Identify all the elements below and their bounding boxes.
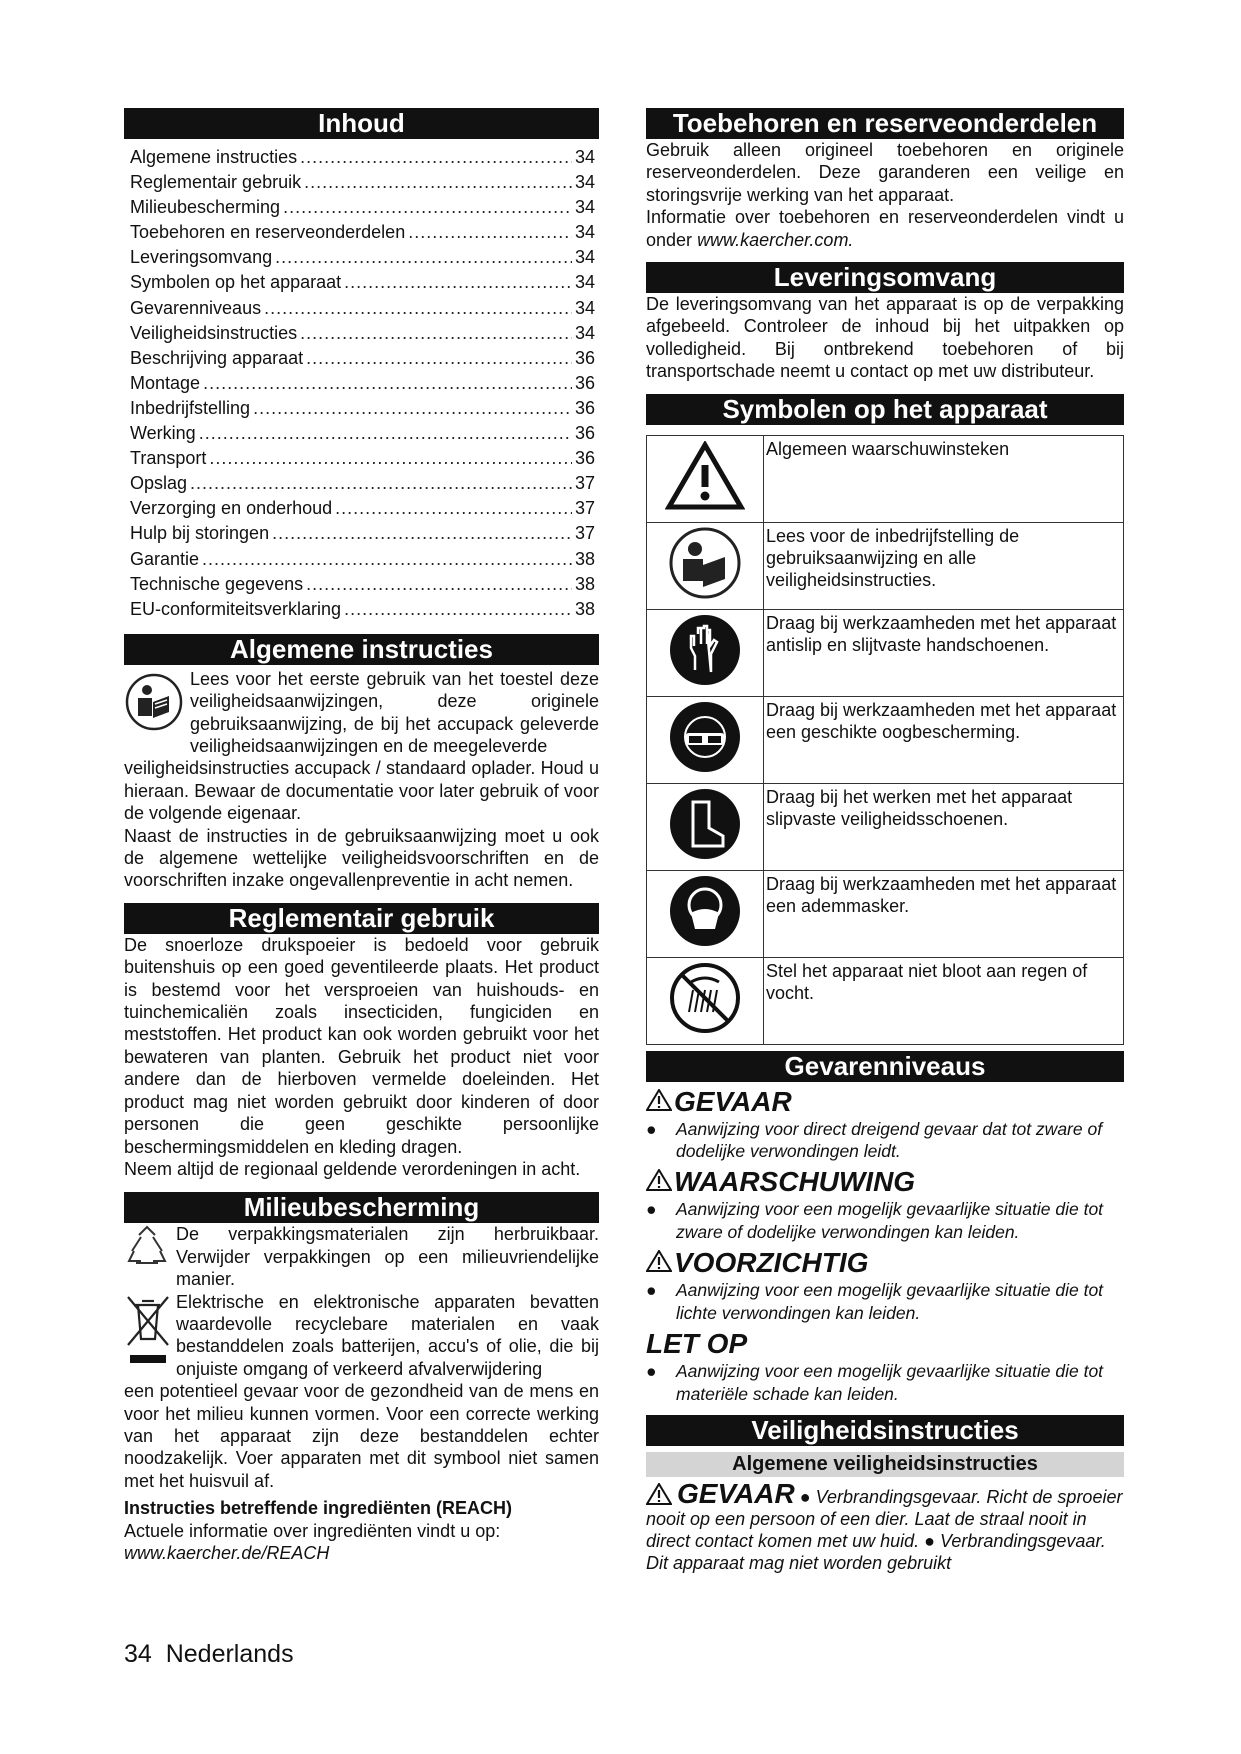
toc-dot-leader	[272, 521, 572, 546]
warning-triangle-icon	[646, 1166, 674, 1198]
toc-entry-label: Hulp bij storingen	[130, 523, 270, 544]
toc-entry-page: 36	[574, 372, 595, 393]
symbol-row	[647, 522, 1124, 609]
toc-entry[interactable]	[130, 346, 595, 371]
gloves-icon	[647, 609, 764, 696]
toc-entry-page: 36	[574, 448, 595, 469]
symbol-row	[647, 696, 1124, 783]
toc-entry[interactable]	[130, 521, 595, 546]
intended-use-text: De snoerloze drukspoeier is bedoeld voor gebruik buitenshuis op een goed geventileerde plaats. Het product is bestemd voor het versproeien van huishouds- en tuinchemicaliën zoals insecticiden, fungiciden en meststoffen. Het product kan ook worden gebruikt voor het bewateren van planten. Gebruik het product niet voor andere dan de hierboven vermelde doeleinden. Het product mag niet worden gebruikt door kinderen of door personen die geen geschikte persoonlijke beschermingsmiddelen en kleding dragen.	[124, 934, 599, 1157]
hazard-level	[646, 1247, 1124, 1324]
toc-entry-label: Montage	[130, 372, 201, 393]
hazard-level-title	[646, 1086, 1124, 1118]
toc-entry-page: 37	[574, 498, 595, 519]
hazard-level-text: Aanwijzing voor een mogelijk gevaarlijke situatie die tot zware of dodelijke verwondingen kan leiden.	[676, 1199, 1104, 1242]
toc-entry[interactable]	[130, 270, 595, 295]
intended-use-heading: Reglementair gebruik	[124, 903, 599, 934]
hazard-level-text: Aanwijzing voor een mogelijk gevaarlijke situatie die tot materiële schade kan leiden.	[676, 1361, 1104, 1404]
hazard-level-description	[646, 1198, 1124, 1243]
toc-entry[interactable]	[130, 170, 595, 195]
toc-entry-page: 36	[574, 397, 595, 418]
read-manual-icon	[647, 522, 764, 609]
toc-entry-label: Algemene instructies	[130, 147, 298, 167]
symbol-description: Algemeen waarschuwinsteken	[764, 435, 1124, 522]
symbol-description: Stel het apparaat niet bloot aan regen of vocht.	[764, 957, 1124, 1044]
toc-dot-leader	[275, 245, 572, 270]
toc-entry[interactable]	[130, 597, 595, 622]
bullet-icon: ●	[646, 1280, 657, 1301]
toc-dot-leader	[344, 597, 572, 622]
general-instructions-text-2: Naast de instructies in de gebruiksaanwijzing moet u ook de algemene wettelijke veiligheidsvoorschriften en de voorschriften inzake ongevallenpreventie in acht nemen.	[124, 825, 599, 891]
toc-entry[interactable]	[130, 396, 595, 421]
right-column	[646, 108, 1124, 1574]
symbols-table	[646, 435, 1124, 1045]
hazard-level	[646, 1086, 1124, 1163]
toc-entry-label: Opslag	[130, 473, 188, 494]
recycle-icon	[124, 1223, 176, 1289]
toc-dot-leader	[203, 371, 572, 396]
general-instructions-text: Lees voor het eerste gebruik van het toestel deze veiligheidsaanwijzingen, deze originele gebruiksaanwijzing, de bij het accupack geleverde veiligheidsaanwijzingen en de meegeleverde	[190, 668, 599, 756]
warning-triangle-icon	[646, 1247, 674, 1279]
toc-entry[interactable]	[130, 245, 595, 270]
scope-text: De leveringsomvang van het apparaat is op de verpakking afgebeeld. Controleer de inhoud bij het uitpakken op volledigheid. Bij ontbrekend toebehoren of bij transportschade neemt u contact op met uw distributeur.	[646, 294, 1124, 382]
respirator-icon	[647, 870, 764, 957]
footer-language: Nederlands	[165, 1640, 294, 1668]
safety-danger-paragraph	[646, 1477, 1124, 1574]
hazard-level-label: VOORZICHTIG	[674, 1247, 869, 1279]
toc-dot-leader	[264, 296, 572, 321]
weee-text-continued: een potentieel gevaar voor de gezondheid van de mens en voor het milieu kunnen vormen. Voor een correcte werking van het apparaat zijn deze bestanddelen echter noodzakelijk. Voer apparaten met dit symbool niet samen met het huisvuil af.	[124, 1381, 599, 1491]
hazard-level-label: GEVAAR	[674, 1085, 792, 1117]
reach-heading: Instructies betreffende ingrediënten (REACH)	[124, 1498, 513, 1519]
symbols-heading: Symbolen op het apparaat	[646, 394, 1124, 425]
symbol-row	[647, 435, 1124, 522]
intended-use-text-2: Neem altijd de regionaal geldende verordeningen in acht.	[124, 1158, 581, 1179]
toc-entry-label: Veiligheidsinstructies	[130, 322, 298, 343]
toc-entry[interactable]	[130, 220, 595, 245]
hazard-level-text: Aanwijzing voor een mogelijk gevaarlijke situatie die tot lichte verwondingen kan leiden.	[676, 1280, 1104, 1323]
toc-dot-leader	[408, 220, 572, 245]
symbol-row	[647, 957, 1124, 1044]
toc-dot-leader	[335, 496, 572, 521]
safety-subheading: Algemene veiligheidsinstructies	[646, 1452, 1124, 1477]
warning-triangle-icon	[646, 1086, 674, 1118]
toc-entry-label: Beschrijving apparaat	[130, 347, 304, 368]
page-number: 34	[124, 1640, 152, 1668]
hazard-level-description	[646, 1279, 1124, 1324]
read-manual-icon	[124, 668, 190, 748]
crossed-bin-icon	[124, 1291, 176, 1379]
bullet-icon: ●	[646, 1361, 657, 1382]
hazard-level	[646, 1328, 1124, 1405]
toc-entry[interactable]	[130, 321, 595, 346]
toc-entry-page: 36	[574, 347, 595, 368]
toc-entry-label: Transport	[130, 448, 207, 469]
hazard-level-text: Aanwijzing voor direct dreigend gevaar dat tot zware of dodelijke verwondingen leidt.	[676, 1118, 1103, 1162]
accessories-text-2	[646, 206, 1124, 251]
scope-heading: Leveringsomvang	[646, 262, 1124, 293]
symbol-description: Draag bij het werken met het apparaat slipvaste veiligheidsschoenen.	[764, 783, 1124, 870]
toc-entry[interactable]	[130, 421, 595, 446]
weee-text: Elektrische en elektronische apparaten bevatten waardevolle recyclebare materialen en vaak bestanddelen zoals batterijen, accu's of olie, die bij onjuiste omgang of verkeerd afvalverwijdering	[176, 1291, 599, 1379]
symbol-row	[647, 609, 1124, 696]
toc-entry-label: EU-conformiteitsverklaring	[130, 598, 342, 619]
accessories-text: Gebruik alleen origineel toebehoren en originele reserveonderdelen. Deze garanderen een veilige en storingsvrije werking van het apparaat.	[646, 140, 1124, 205]
toc-entry[interactable]	[130, 446, 595, 471]
toc-entry[interactable]	[130, 145, 595, 170]
toc-dot-leader	[304, 170, 572, 195]
general-instructions-text-continued: veiligheidsinstructies accupack / standaard oplader. Houd u hieraan. Bewaar de documentatie voor later gebruik of voor de volgende eigenaar.	[124, 758, 599, 824]
toc-entry-label: Garantie	[130, 548, 200, 569]
toc-entry-page: 38	[574, 598, 595, 619]
toc-entry[interactable]	[130, 195, 595, 220]
toc-entry-page: 34	[574, 322, 595, 343]
toc-entry[interactable]	[130, 371, 595, 396]
hazard-level-title	[646, 1247, 1124, 1279]
toc-entry-label: Werking	[130, 423, 196, 444]
bullet-icon: ●	[646, 1199, 657, 1220]
accessories-link[interactable]: www.kaercher.com.	[697, 229, 854, 250]
symbol-description: Lees voor de inbedrijfstelling de gebruiksaanwijzing en alle veiligheidsinstructies.	[764, 522, 1124, 609]
accessories-heading: Toebehoren en reserveonderdelen	[646, 108, 1124, 139]
toc-entry-label: Inbedrijfstelling	[130, 397, 251, 418]
table-of-contents	[130, 145, 595, 622]
toc-dot-leader	[199, 421, 572, 446]
toc-entry-page: 34	[574, 197, 595, 218]
toc-entry-page: 34	[574, 247, 595, 268]
symbol-description: Draag bij werkzaamheden met het apparaat een geschikte oogbescherming.	[764, 696, 1124, 783]
hazard-level-label: LET OP	[646, 1328, 748, 1360]
recycle-text: De verpakkingsmaterialen zijn herbruikbaar. Verwijder verpakkingen op een milieuvriendelijke manier.	[176, 1224, 599, 1290]
hazard-level-label: WAARSCHUWING	[674, 1166, 916, 1198]
reach-text: Actuele informatie over ingrediënten vindt u op:	[124, 1520, 501, 1541]
symbol-row	[647, 870, 1124, 957]
toc-entry-page: 38	[574, 573, 595, 594]
safety-danger-label: GEVAAR	[677, 1477, 795, 1509]
toc-dot-leader	[344, 270, 572, 295]
goggles-icon	[647, 696, 764, 783]
hazard-level-title	[646, 1166, 1124, 1198]
toc-entry-label: Symbolen op het apparaat	[130, 272, 342, 293]
bullet-icon: ●	[646, 1118, 657, 1139]
toc-entry-label: Verzorging en onderhoud	[130, 498, 333, 519]
toc-entry-page: 38	[574, 548, 595, 569]
toc-entry-page: 34	[574, 297, 595, 318]
hazard-level-description	[646, 1118, 1124, 1163]
hazard-level-title	[646, 1328, 1124, 1360]
toc-entry[interactable]	[130, 496, 595, 521]
weee-block	[124, 1291, 599, 1381]
toc-entry[interactable]	[130, 572, 595, 597]
warning-triangle-icon	[647, 435, 764, 522]
toc-entry-label: Leveringsomvang	[130, 247, 273, 268]
toc-entry-page: 37	[574, 523, 595, 544]
accessories-text-2-label: Informatie over toebehoren en reserveonderdelen vindt u onder	[646, 207, 1124, 250]
toc-entry-page: 36	[574, 423, 595, 444]
environment-heading: Milieubescherming	[124, 1192, 599, 1223]
safety-heading: Veiligheidsinstructies	[646, 1415, 1124, 1446]
toc-entry-page: 37	[574, 473, 595, 494]
toc-entry-label: Technische gegevens	[130, 573, 304, 594]
toc-dot-leader	[253, 396, 572, 421]
toc-dot-leader	[306, 346, 572, 371]
symbol-description: Draag bij werkzaamheden met het apparaat een ademmasker.	[764, 870, 1124, 957]
toc-entry-label: Toebehoren en reserveonderdelen	[130, 222, 406, 243]
toc-entry-page: 34	[574, 172, 595, 193]
toc-dot-leader	[209, 446, 572, 471]
toc-entry-page: 34	[574, 222, 595, 243]
toc-dot-leader	[306, 572, 572, 597]
safety-danger-text: ● Verbrandingsgevaar. Richt de sproeier nooit op een persoon of een dier. Laat de straal nooit in direct contact komen met uw huid. ● Verbrandingsgevaar. Dit apparaat mag niet worden gebruikt	[646, 1486, 1123, 1573]
general-instructions-heading: Algemene instructies	[124, 634, 599, 665]
toc-dot-leader	[283, 195, 572, 220]
toc-entry-page: 34	[574, 272, 595, 293]
toc-entry[interactable]	[130, 547, 595, 572]
general-instructions-block	[124, 668, 599, 758]
reach-link[interactable]: www.kaercher.de/REACH	[124, 1543, 330, 1563]
toc-entry-label: Milieubescherming	[130, 197, 281, 218]
toc-entry-label: Gevarenniveaus	[130, 297, 262, 318]
page-footer	[124, 1640, 294, 1669]
toc-entry[interactable]	[130, 471, 595, 496]
toc-dot-leader	[300, 321, 572, 346]
toc-title: Inhoud	[124, 108, 599, 139]
warning-triangle-icon	[646, 1487, 672, 1507]
left-column	[124, 108, 599, 1564]
symbol-description: Draag bij werkzaamheden met het apparaat antislip en slijtvaste handschoenen.	[764, 609, 1124, 696]
hazard-levels-list	[646, 1086, 1124, 1405]
no-rain-icon	[647, 957, 764, 1044]
toc-dot-leader	[300, 145, 572, 170]
hazard-levels-heading: Gevarenniveaus	[646, 1051, 1124, 1082]
symbol-row	[647, 783, 1124, 870]
toc-dot-leader	[190, 471, 572, 496]
toc-entry[interactable]	[130, 296, 595, 321]
hazard-level-description	[646, 1360, 1124, 1405]
recycle-block	[124, 1223, 599, 1290]
boots-icon	[647, 783, 764, 870]
toc-entry-label: Reglementair gebruik	[130, 172, 302, 193]
toc-dot-leader	[202, 547, 572, 572]
toc-entry-page: 34	[574, 147, 595, 167]
hazard-level	[646, 1166, 1124, 1243]
